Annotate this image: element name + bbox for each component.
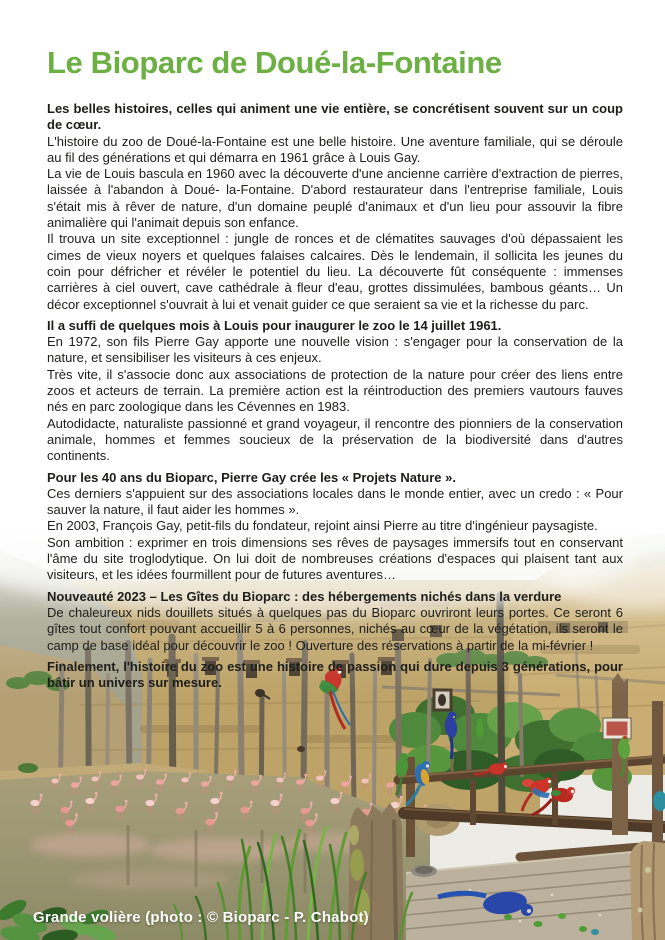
paragraph: Autodidacte, naturaliste passionné et grand voyageur, il rencontre des pionniers de la conservation animale, hommes et femmes soucieux de la préservation de la biodiversité dans d'autres continents. — [47, 415, 623, 464]
article-content — [47, 44, 623, 691]
paragraph: Il trouva un site exceptionnel : jungle de ronces et de clématites sauvages d'où dépassaient les cimes de vieux noyers et quelques falaises calcaires. Dès le lendemain, il sollicita les jeunes du coin pour défricher et révéler le potentiel du lieu. La découverte fût conséquente : immenses carrières à ciel ouvert, cave cathédrale à fleur d'eau, grottes dissimulées, bambous géants… Un décor exceptionnel s'ouvrait à lui et venait guider ce que seraient sa vie et la richesse du parc. — [47, 231, 623, 312]
paragraph: La vie de Louis bascula en 1960 avec la découverte d'une ancienne carrière d'extraction de pierres, laissée à l'abandon à Doué- la-Fontaine. D'abord restaurateur dans l'entreprise familiale, Louis s'était mis à rêver de nature, d'un domaine peuplé d'animaux et d'un lieu pour assouvir la fibre animalière qui l'animait depuis son enfance. — [47, 166, 623, 231]
paragraph: De chaleureux nids douillets situés à quelques pas du Bioparc ouvriront leurs portes. Ce seront 6 gîtes tout confort pouvant accueillir 5 à 6 personnes, nichés au cœur de la végétation, ils seront le camp de base idéal pour découvrir le zoo ! Ouverture des réservations à partir de la mi-février ! — [47, 604, 623, 653]
paragraph: En 2003, François Gay, petit-fils du fondateur, rejoint ainsi Pierre au titre d'ingénieur paysagiste. — [47, 518, 598, 534]
intro-lead: Les belles histoires, celles qui animent une vie entière, se concrétisent souvent sur un coup de cœur. — [47, 101, 623, 133]
section-heading: Nouveauté 2023 – Les Gîtes du Bioparc : des hébergements nichés dans la verdure — [47, 588, 562, 604]
green-parrot — [476, 719, 484, 737]
right-edge-trunk — [630, 841, 665, 940]
section-heading: Pour les 40 ans du Bioparc, Pierre Gay crée les « Projets Nature ». — [47, 469, 456, 485]
closing-statement: Finalement, l'histoire du zoo est une histoire de passion qui dure depuis 3 générations, pour bâtir un univers sur mesure. — [47, 658, 623, 691]
photo-caption: Grande volière (photo : © Bioparc - P. Chabot) — [33, 909, 369, 926]
paragraph: En 1972, son fils Pierre Gay apporte une nouvelle vision : s'engager pour la conservation de la nature, et sensibiliser les visiteurs à ces enjeux. — [47, 334, 623, 366]
paragraph: Son ambition : exprimer en trois dimensions ses rêves de paysages immersifs tout en conservant l'âme du site troglodytique. On lui doit de nombreuses créations d'espaces qui plaisent tant aux visiteurs, et les idées fourmillent pour de futures aventures… — [47, 534, 623, 583]
paragraph: Ces derniers s'appuient sur des associations locales dans le monde entier, avec un credo : « Pour sauver la nature, il faut aider les hommes ». — [47, 485, 623, 518]
section-heading: Il a suffi de quelques mois à Louis pour inaugurer le zoo le 14 juillet 1961. — [47, 317, 502, 333]
paragraph: Très vite, il s'associe donc aux associations de protection de la nature pour créer des liens entre zoos et acteurs de terrain. La première action est la réintroduction des premiers vautours fauves nés en parc zoologique dans les Cévennes en 1983. — [47, 366, 623, 415]
paragraph: L'histoire du zoo de Doué-la-Fontaine est une belle histoire. Une aventure familiale, qui se déroule au fil des générations et qui démarra en 1961 grâce à Louis Gay. — [47, 133, 623, 165]
page-title: Le Bioparc de Doué-la-Fontaine — [47, 45, 502, 80]
